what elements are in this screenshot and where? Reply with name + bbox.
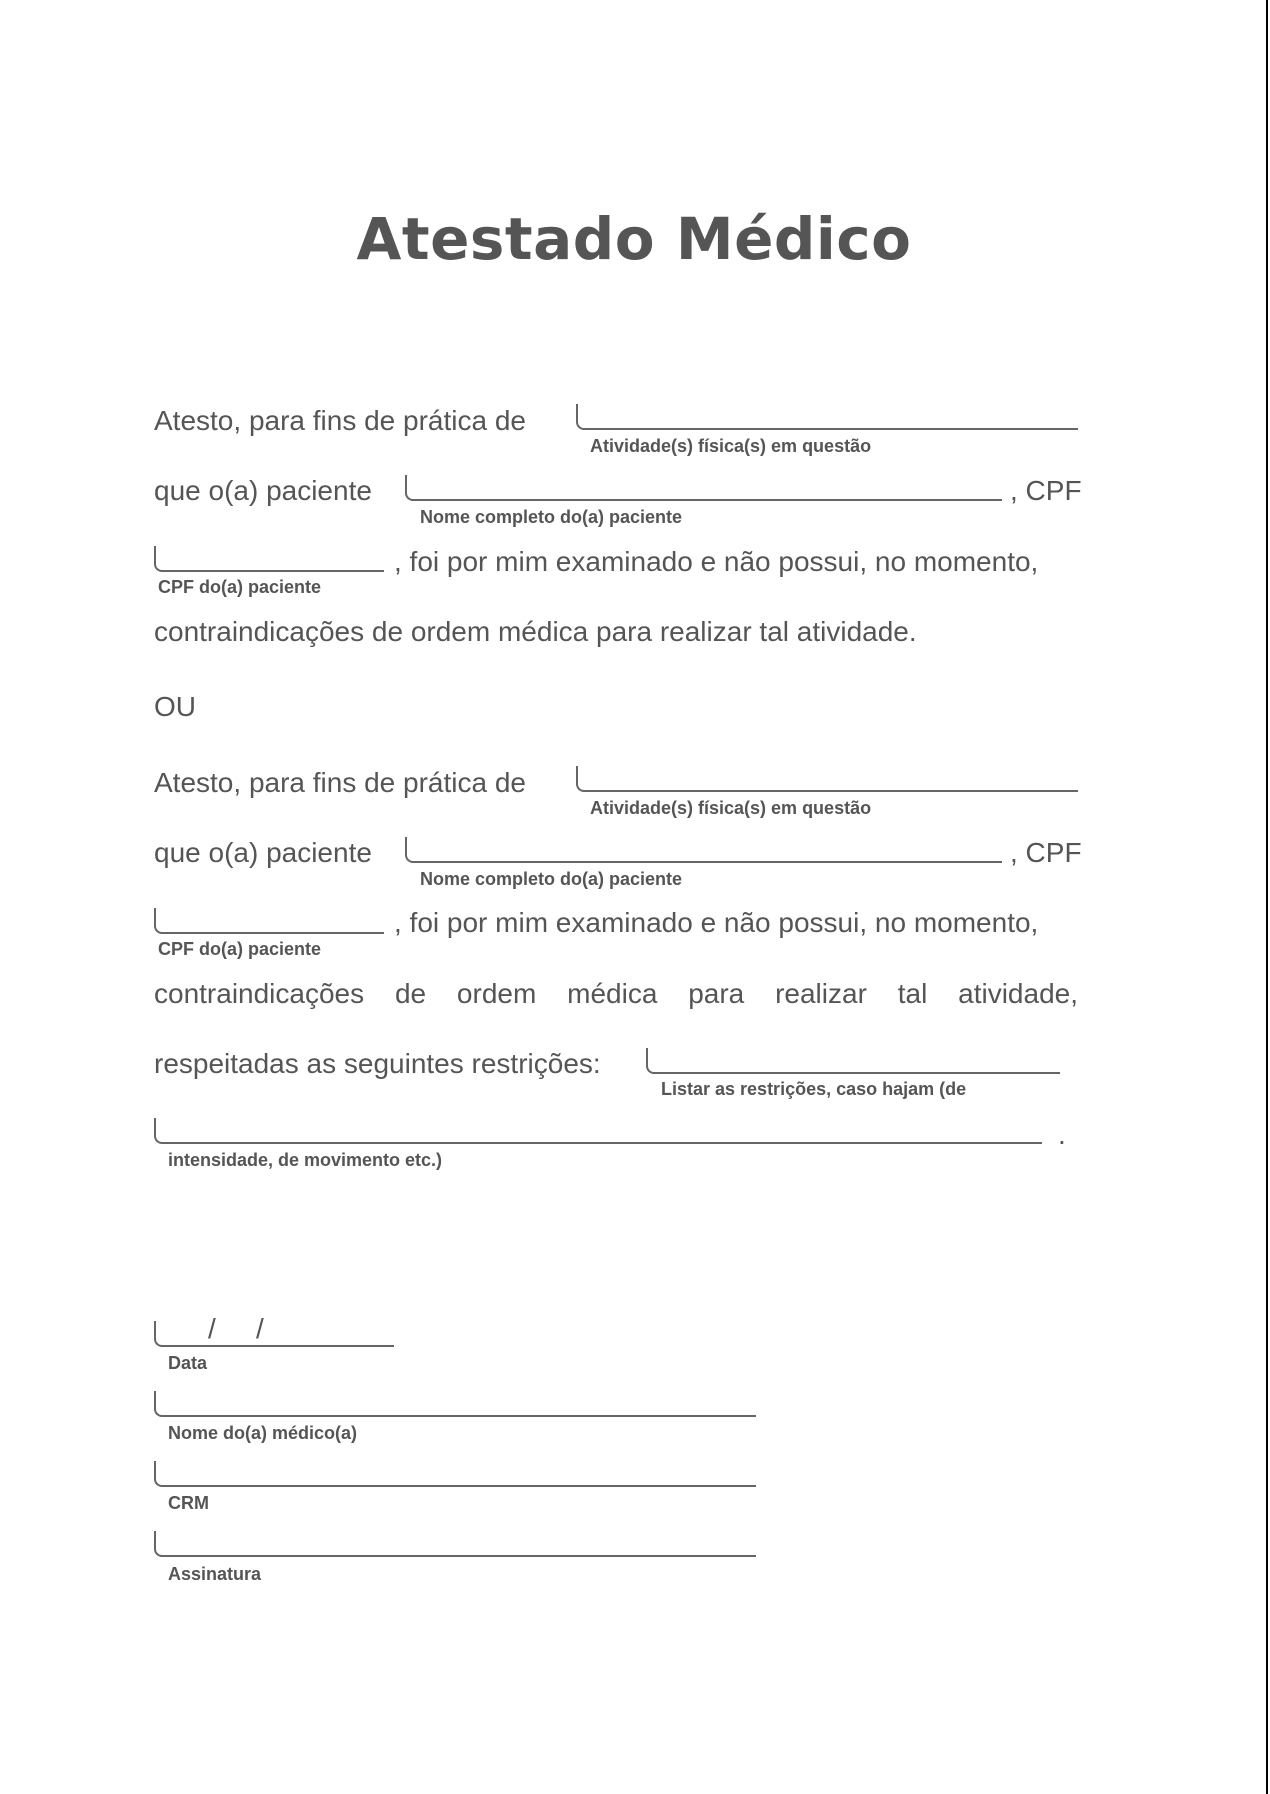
doctor-name-field[interactable] [154,1391,756,1417]
crm-field[interactable] [154,1461,756,1487]
block2-restrictions-label-2: intensidade, de movimento etc.) [168,1150,443,1170]
signature-label: Assinatura [168,1564,262,1584]
block2-line4-text: contraindicações de ordem médica para realizar tal atividade, [154,978,1078,1009]
block2-line2-text: que o(a) paciente [154,837,372,868]
block2-line5-text: respeitadas as seguintes restrições: [154,1048,601,1079]
block1-patient-name-field[interactable] [405,475,1002,501]
separator-or: OU [154,691,196,722]
block1-line2-text: que o(a) paciente [154,475,372,506]
block2-restrictions-field-1[interactable] [646,1048,1060,1074]
date-label: Data [168,1353,208,1373]
block2-activity-label: Atividade(s) física(s) em questão [590,798,872,818]
crm-label: CRM [168,1493,209,1513]
block2-activity-field[interactable] [576,766,1078,792]
doctor-name-label: Nome do(a) médico(a) [168,1423,358,1443]
page-title: Atestado Médico [356,205,912,273]
block2-patient-name-field[interactable] [405,837,1002,863]
date-slash-1: / [208,1313,216,1344]
block2-cpf-text: , CPF [1010,837,1082,868]
block2-restrictions-label-1: Listar as restrições, caso hajam (de [661,1079,967,1099]
block2-restrictions-field-2[interactable] [154,1118,1042,1144]
block1-cpf-field[interactable] [154,546,384,572]
signature-field[interactable] [154,1531,756,1557]
block1-line1-text: Atesto, para fins de prática de [154,405,526,436]
block1-cpf-text: , CPF [1010,475,1082,506]
block1-activity-field[interactable] [576,404,1078,430]
block1-activity-label: Atividade(s) física(s) em questão [590,436,872,456]
block1-cpf-label: CPF do(a) paciente [158,577,322,597]
block1-patient-name-label: Nome completo do(a) paciente [420,507,683,527]
block2-end-period: . [1058,1119,1066,1150]
block2-cpf-label: CPF do(a) paciente [158,939,322,959]
block1-line3-text: , foi por mim examinado e não possui, no momento, [394,546,1039,577]
block2-line3-text: , foi por mim examinado e não possui, no momento, [394,907,1039,938]
date-slash-2: / [256,1313,264,1344]
block2-line1-text: Atesto, para fins de prática de [154,767,526,798]
block2-patient-name-label: Nome completo do(a) paciente [420,869,683,889]
block2-cpf-field[interactable] [154,908,384,934]
date-field[interactable] [154,1321,394,1347]
block1-line4-text: contraindicações de ordem médica para realizar tal atividade. [154,616,917,647]
